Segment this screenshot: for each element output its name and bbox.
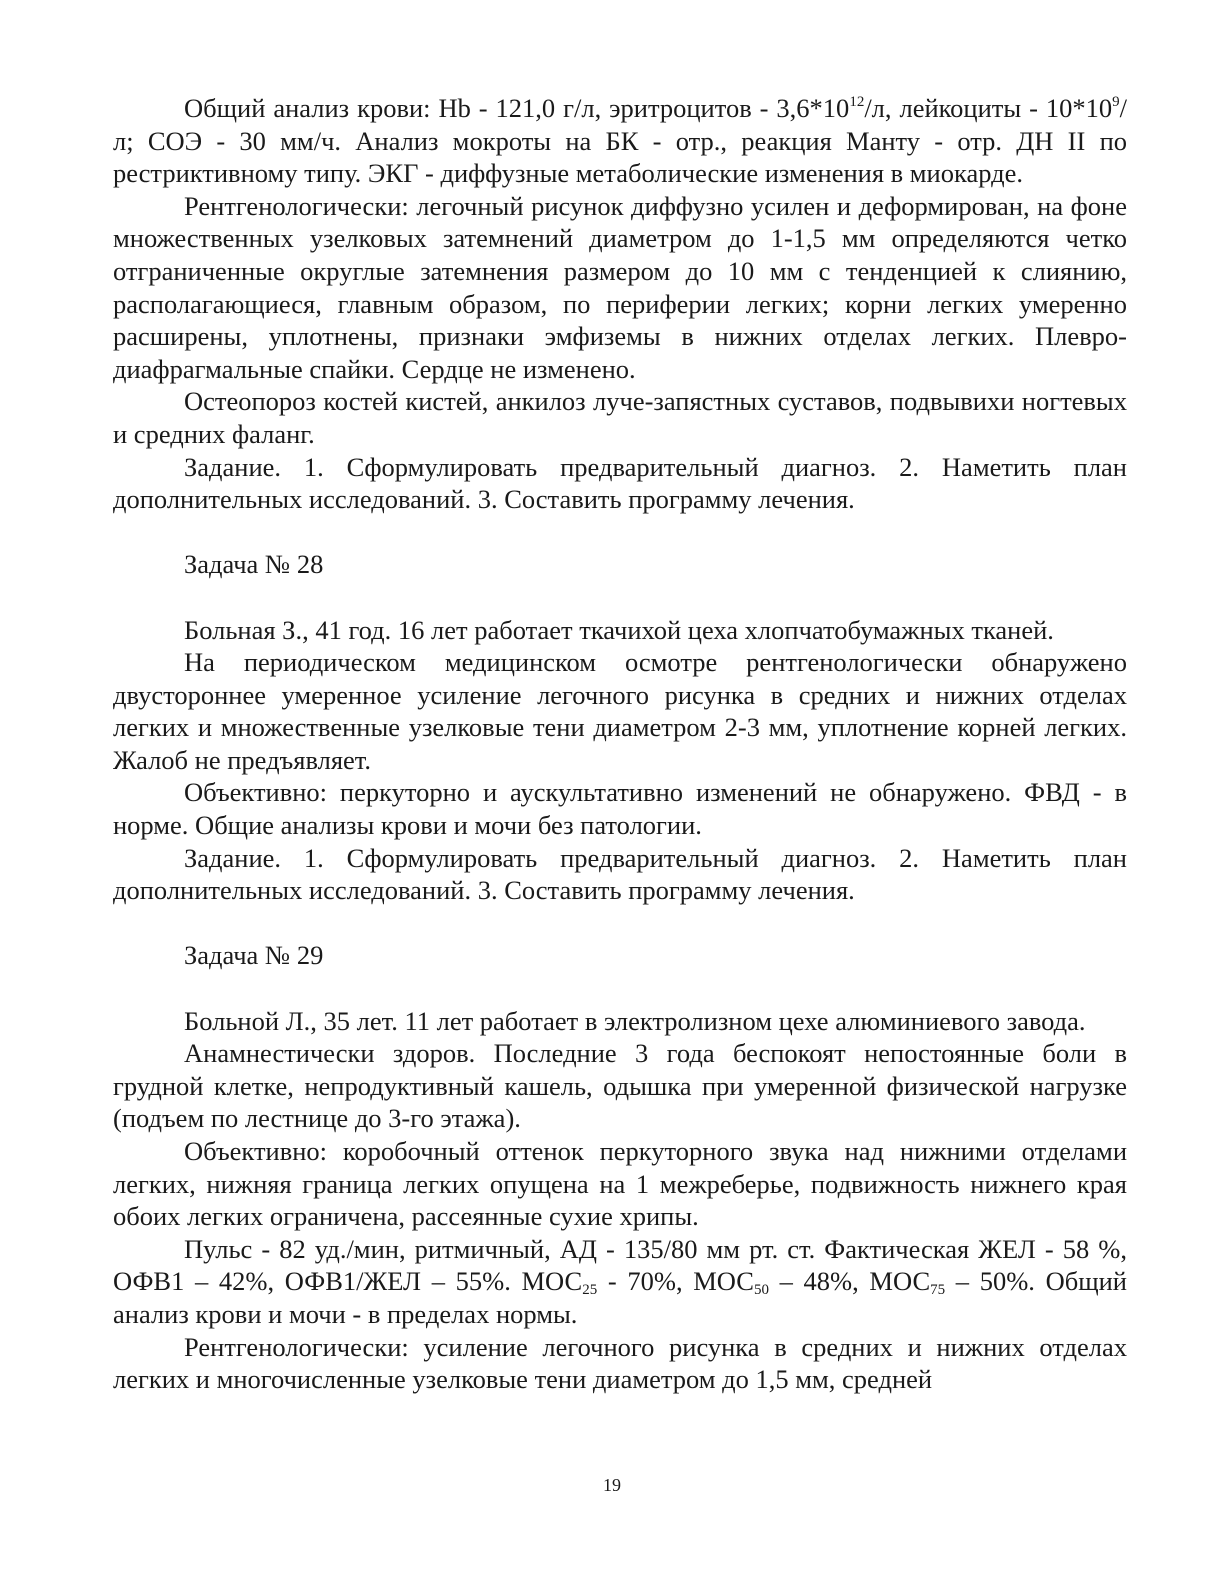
task-28-objective-paragraph: Объективно: перкуторно и аускультативно изменений не обнаружено. ФВД - в норме. Общие анализы крови и мочи без патологии. — [113, 777, 1127, 841]
assignment-paragraph: Задание. 1. Сформулировать предварительный диагноз. 2. Наметить план дополнительных исследований. 3. Составить программу лечения. — [113, 451, 1127, 515]
spacer — [113, 516, 1127, 549]
task-28-exam-paragraph: На периодическом медицинском осмотре рентгенологически обнаружено двустороннее умеренное усиление легочного рисунка в средних и нижних отделах легких и множественные узелковые тени диаметром 2-3 мм, уплотнение корней легких. Жалоб не предъявляет. — [113, 647, 1127, 775]
text-segment: – 50%. Общий анализ крови и мочи - в пределах нормы. — [113, 1266, 1127, 1329]
superscript: 12 — [849, 94, 865, 110]
task-29-objective-paragraph: Объективно: коробочный оттенок перкуторного звука над нижними отделами легких, нижняя граница легких опущена на 1 межреберье, подвижность нижнего края обоих легких ограничена, рассеянные сухие хрипы. — [113, 1136, 1127, 1232]
osteoporosis-paragraph: Остеопороз костей кистей, анкилоз луче-запястных суставов, подвывихи ногтевых и средних фаланг. — [113, 386, 1127, 449]
text-segment: /л; СОЭ - 30 мм/ч. Анализ мокроты на БК - отр., реакция Манту - отр. ДН II по рестриктивному типу. ЭКГ - диффузные метаболические изменения в миокарде. — [113, 93, 1127, 189]
xray-paragraph: Рентгенологически: легочный рисунок диффузно усилен и деформирован, на фоне множественных узелковых затемнений диаметром до 1-1,5 мм определяются четко отграниченные округлые затемнения размером до 10 мм с тенденцией к слиянию, располагающиеся, главным образом, по периферии легких; корни легких умеренно расширены, уплотнены, признаки эмфиземы в нижних отделах легких. Плевро-диафрагмальные спайки. Сердце не изменено. — [113, 190, 1127, 384]
spacer — [113, 907, 1127, 940]
spacer — [113, 972, 1127, 1005]
task-29-anamnesis-paragraph: Анамнестически здоров. Последние 3 года беспокоят непостоянные боли в грудной клетке, непродуктивный кашель, одышка при умеренной физической нагрузке (подъем по лестнице до 3-го этажа). — [113, 1038, 1127, 1134]
task-28-assignment-paragraph: Задание. 1. Сформулировать предварительный диагноз. 2. Наметить план дополнительных исследований. 3. Составить программу лечения. — [113, 842, 1127, 906]
blood-analysis-paragraph — [113, 92, 1127, 190]
text-segment: Пульс - 82 уд./мин, ритмичный, АД - 135/80 мм рт. ст. Фактическая ЖЕЛ - 58 %, ОФВ1 – 42%, ОФВ1/ЖЕЛ – 55%. МОС — [113, 1233, 1127, 1297]
superscript: 9 — [1112, 94, 1120, 110]
task-29-title: Задача № 29 — [184, 940, 324, 971]
task-29-xray-paragraph: Рентгенологически: усиление легочного рисунка в средних и нижних отделах легких и многочисленные узелковые тени диаметром до 1,5 мм, средней — [113, 1331, 1127, 1395]
page-number: 19 — [603, 1475, 621, 1495]
text-segment: – 48%, МОС — [768, 1266, 931, 1297]
subscript: 50 — [753, 1282, 769, 1299]
text-segment: Общий анализ крови: Hb - 121,0 г/л, эритроцитов - 3,6*10 — [184, 93, 850, 123]
page-content — [113, 92, 1127, 1396]
spacer — [113, 581, 1127, 614]
task-28-patient-paragraph: Больная З., 41 год. 16 лет работает ткачихой цеха хлопчатобумажных тканей. — [184, 614, 1054, 645]
text-segment: /л, лейкоциты - 10*10 — [864, 93, 1113, 123]
text-segment: - 70%, МОС — [597, 1266, 754, 1297]
subscript: 25 — [582, 1282, 598, 1299]
task-28-title: Задача № 28 — [184, 549, 324, 580]
task-29-patient-paragraph: Больной Л., 35 лет. 11 лет работает в электролизном цехе алюминиевого завода. — [184, 1005, 1086, 1036]
subscript: 75 — [930, 1282, 946, 1299]
task-29-pulse-paragraph — [113, 1233, 1127, 1331]
